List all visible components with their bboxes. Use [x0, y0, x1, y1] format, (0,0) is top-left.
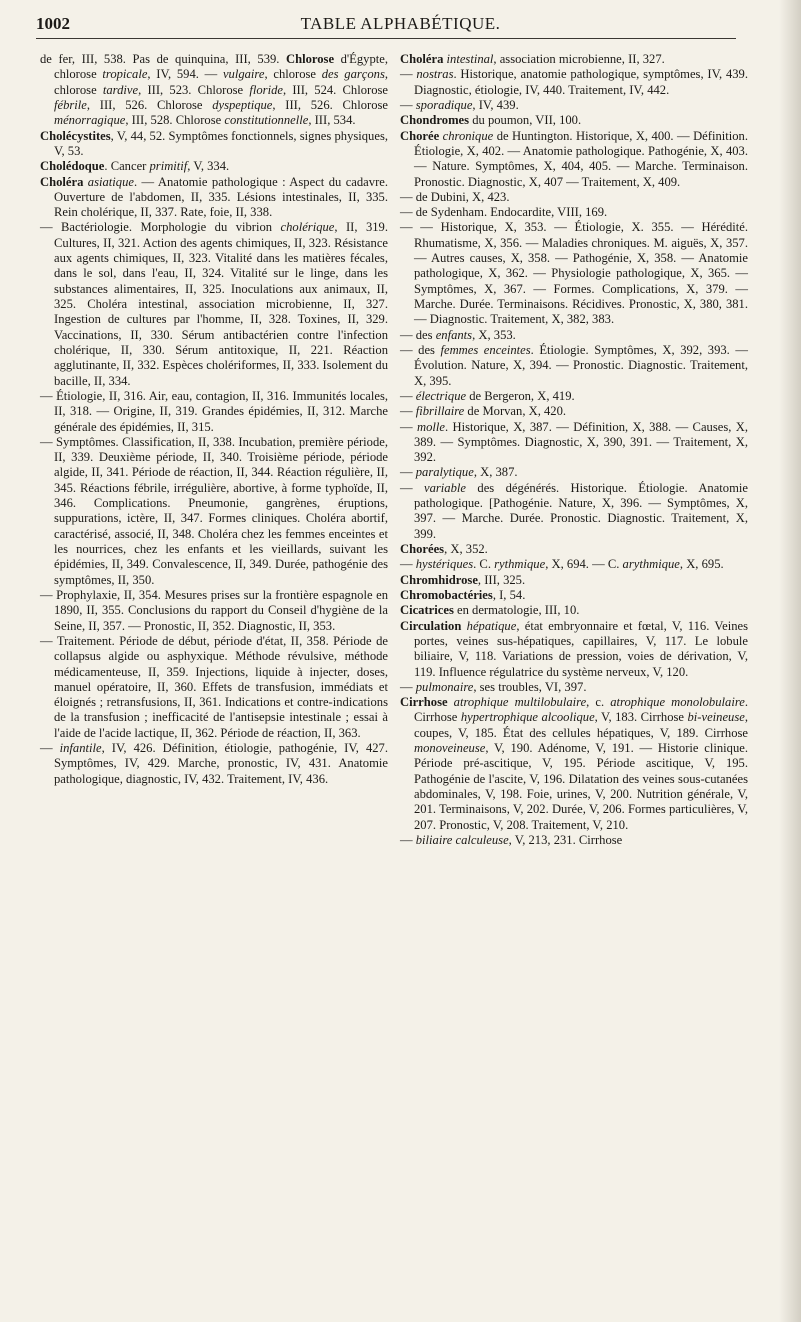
index-entry: — Prophylaxie, II, 354. Mesures prises sur la frontière espagnole en 1890, II, 355. Conclusions du rapport du Conseil d'hygiène de la Seine, II, 357. — Pronostic, II, 352. Diagnostic, II, 353. [40, 587, 388, 633]
index-entry: Chorées, X, 352. [400, 542, 488, 556]
index-entry: Circulation hépatique, état embryonnaire et fœtal, V, 116. Veines portes, veines sus-hépatiques, capillaires, V, 117. Le lobule biliaire, V, 118. Variations de pression, voies de dérivation, V, 119. Influence régulatrice du système nerveux, V, 120. [400, 618, 748, 679]
index-entry: Chromobactéries, I, 54. [400, 587, 526, 602]
index-entry: de fer, III, 538. Pas de quinquina, III, 539. Chlorose d'Égypte, chlorose tropicale, IV, 594. — vulgaire, chlorose des garçons, chlorose tardive, III, 523. Chlorose floride, III, 524. Chlorose fébrile, III, 526. Chlorose dyspeptique, III, 526. Chlorose ménorragique, III, 528. Chlorose constitutionnelle, III, 534. [40, 52, 389, 128]
index-entry: Choléra intestinal, association microbienne, II, 327. [400, 52, 665, 66]
index-entry: Cholécystites, V, 44, 52. Symptômes fonctionnels, signes physiques, V, 53. [40, 128, 388, 158]
index-entry: — — Historique, X, 353. — Étiologie, X. 355. — Hérédité. Rhumatisme, X, 356. — Maladies chroniques. M. aiguës, X, 357. — Autres causes, X, 358. — Pathogénie, X, 358. — Anatomie pathologique, X, 362. — Physiologie pathologique, X, 365. — Symptômes, X, 367. — Formes. Complications, X, 379. — Marche. Durée. Terminaisons. Récidives. Pronostic, X, 380, 381. — Diagnostic. Traitement, X, 382, 383. [400, 220, 748, 327]
index-entry: — pulmonaire, ses troubles, VI, 397. [400, 679, 587, 694]
index-entry: — des enfants, X, 353. [400, 327, 516, 342]
index-entry: — hystériques. C. rythmique, X, 694. — C. arythmique, X, 695. [400, 557, 724, 572]
index-entry: Choléra asiatique. — Anatomie pathologique : Aspect du cadavre. Ouverture de l'abdomen, II, 335. Lésions intestinales, II, 335. Rein cholérique, II, 337. Rate, foie, II, 338. [40, 174, 388, 220]
page-header [0, 0, 801, 38]
index-entry: Chorée chronique de Huntington. Historique, X, 400. — Définition. Étiologie, X, 402. — Anatomie pathologique. Pathogénie, X, 403. — Nature. Symptômes, X, 404, 405. — Marche. Terminaison. Pronostic. Diagnostic, X, 407 — Traitement, X, 409. [400, 128, 748, 189]
index-entry: — Étiologie, II, 316. Air, eau, contagion, II, 316. Immunités locales, II, 318. — Origine, II, 319. Grandes épidémies, II, 312. Marche générale des épidémies, II, 315. [40, 388, 388, 434]
page-number: 1002 [36, 14, 70, 33]
index-entry: — Traitement. Période de début, période d'état, II, 358. Période de collapsus algide ou asphyxique. Méthode révulsive, méthode médicamenteuse, II, 359. Injections, liquide à injecter, doses, manuel opératoire, II, 360. Effets de transfusion, immédiats et éloignés ; retransfusions, II, 361. Indications et contre-indications de la transfusion ; inefficacité de l'antisepsie intestinale ; essai à l'aide de l'acide lactique, II, 362. Période de réaction, II, 363. [40, 633, 388, 740]
index-entry: — Symptômes. Classification, II, 338. Incubation, première période, II, 339. Deuxième période, II, 340. Troisième période, période algide, II, 341. Période de réaction, II, 344. Réaction régulière, II, 345. Réactions fébrile, irrégulière, abortive, à forme typhoïde, II, 346. Complications. Pneumonie, gangrènes, éruptions, suppurations, ictère, II, 347. Formes cliniques. Choléra abortif, caractérisé, associé, II, 348. Choléra chez les femmes enceintes et les nourrices, chez les enfants et les vieillards, suivant les épidémies, II, 349. Convalescence, II, 349. Durée, pathogénie des symptômes, II, 350. [40, 434, 388, 587]
index-entry: — de Dubini, X, 423. [400, 189, 510, 204]
index-entry: — nostras. Historique, anatomie pathologique, symptômes, IV, 439. Diagnostic, étiologie, IV, 440. Traitement, IV, 442. [400, 67, 748, 97]
left-column [40, 52, 388, 787]
index-entry: — des femmes enceintes. Étiologie. Symptômes, X, 392, 393. — Évolution. Nature, X, 394. — Pronostic. Diagnostic. Traitement, X, 395. [400, 342, 748, 388]
page-edge-shadow [779, 0, 801, 1322]
index-entry: — infantile, IV, 426. Définition, étiologie, pathogénie, IV, 427. Symptômes, IV, 429. Marche, pronostic, IV, 431. Anatomie pathologique, diagnostic, IV, 432. Traitement, IV, 436. [40, 741, 389, 786]
index-entry: — de Sydenham. Endocardite, VIII, 169. [400, 205, 608, 220]
index-entry: Cicatrices en dermatologie, III, 10. [400, 603, 580, 618]
index-entry: Chromhidrose, III, 325. [400, 572, 526, 587]
index-entry: — sporadique, IV, 439. [400, 97, 519, 112]
index-entry: — variable des dégénérés. Historique. Étiologie. Anatomie pathologique. [Pathogénie. Nature, X, 396. — Symptômes, X, 397. — Marche. Durée. Pronostic. Diagnostic. Traitement, X, 399. [400, 480, 748, 541]
right-column [400, 52, 748, 848]
running-title: TABLE ALPHABÉTIQUE. [300, 14, 501, 33]
index-entry: — molle. Historique, X, 387. — Définition, X, 388. — Causes, X, 389. — Symptômes. Diagnostic, X, 390, 391. — Traitement, X, 392. [400, 419, 748, 465]
index-entry: — biliaire calculeuse, V, 213, 231. Cirrhose [400, 832, 623, 847]
index-entry: — fibrillaire de Morvan, X, 420. [400, 404, 567, 419]
index-entry: — paralytique, X, 387. [400, 465, 518, 480]
header-rule [36, 38, 736, 39]
index-entry: Chondromes du poumon, VII, 100. [400, 113, 582, 128]
index-entry: Cirrhose atrophique multilobulaire, c. atrophique monolobulaire. Cirrhose hypertrophique alcoolique, V, 183. Cirrhose bi-veineuse, coupes, V, 185. État des cellules hépatiques, V, 189. Cirrhose monoveineuse, V, 190. Adénome, V, 191. — Historie clinique. Période pré-ascitique, V, 195. Période ascitique, V, 195. Pathogénie de l'ascite, V, 196. Dilatation des veines sous-cutanées abdominales, V, 198. Foie, urines, V, 200. Nutrition générale, V, 201. Terminaisons, V, 202. Durée, V, 206. Formes particulières, V, 207. Pronostic, V, 208. Traitement, V, 210. [400, 695, 748, 832]
index-entry: Cholédoque. Cancer primitif, V, 334. [40, 159, 230, 174]
index-entry: — Bactériologie. Morphologie du vibrion cholérique, II, 319. Cultures, II, 321. Action des agents chimiques, II, 323. Résistance aux agents chimiques, II, 323. Vitalité dans les matières fécales, dans le sol, dans l'eau, II, 324. Vitalité sur le linge, dans les substances alimentaires, II, 325. Inoculations aux animaux, II, 325. Choléra intestinal, association microbienne, II, 327. Ingestion de cultures par l'homme, II, 328. Toxines, II, 329. Vaccinations, II, 330. Sérum antibactérien contre l'infection cholérique, II, 330. Sérum antitoxique, II, 221. Réaction agglutinante, II, 332. Espèces cholériformes, II, 333. Isolement du bacille, II, 334. [40, 220, 388, 388]
index-entry: — électrique de Bergeron, X, 419. [400, 388, 575, 403]
